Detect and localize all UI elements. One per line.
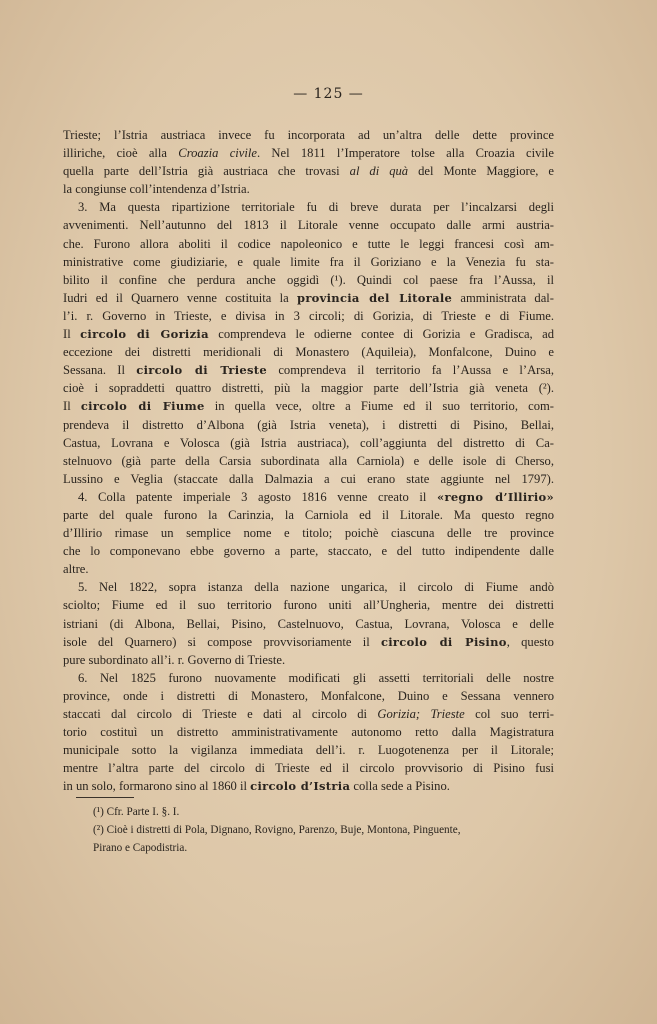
text-line: [63, 343, 554, 361]
italic-text: al di quà: [349, 164, 409, 179]
text-line: [63, 741, 554, 759]
text-segment: in quella vece, oltre a Fiume ed il suo territorio, com-: [204, 399, 554, 414]
spaced-bold-text: circolo d’Istria: [250, 779, 351, 794]
text-segment: pure subordinato all’i. r. Governo di Trieste.: [63, 652, 286, 667]
text-segment: quella parte dell’Istria già austriaca che trovasi: [63, 164, 350, 179]
page-number: — 125 —: [293, 86, 364, 102]
text-segment: d’Illirio rimase un semplice nome e titolo; poichè ciascuna delle tre province: [63, 526, 554, 541]
text-segment: . Nel 1811 l’Imperatore tolse alla Croazia civile: [256, 146, 554, 161]
text-line: [63, 777, 554, 795]
spaced-bold-text: circolo di Pisino: [380, 634, 507, 649]
text-segment: Castua, Lovrana e Volosca (già Istria austriaca), coll’aggiunta del distretto di Ca-: [63, 435, 554, 450]
text-line: [63, 271, 554, 289]
text-segment: l’i. r. Governo in Trieste, e divisa in 3 circoli; di Gorizia, di Trieste e di Fiume.: [63, 308, 554, 323]
text-segment: province, onde i distretti di Monastero, Monfalcone, Duino e Sessana vennero: [63, 688, 554, 703]
text-segment: Iudri ed il Quarnero venne costituita la: [63, 290, 297, 305]
text-segment: altre.: [63, 562, 89, 577]
text-line: [63, 379, 554, 397]
text-line: [63, 216, 554, 234]
text-line: [63, 687, 554, 705]
text-segment: Sessana. Il: [63, 363, 137, 378]
text-segment: bilito il confine che perdura anche oggidì (¹). Quindi col paese fra l’Aussa, il: [63, 272, 554, 287]
text-segment: municipale sotto la vigilanza immediata dell’i. r. Luogotenenza per il Litorale;: [63, 743, 554, 758]
footnote-line: (¹) Cfr. Parte I. §. I.: [93, 806, 180, 818]
footnote-line: (²) Cioè i distretti di Pola, Dignano, Rovigno, Parenzo, Buje, Montona, Pinguente,: [93, 824, 461, 836]
text-segment: parte del quale furono la Carinzia, la Carniola ed il Litorale. Ma questo regno: [63, 507, 554, 522]
text-segment: cioè i sopraddetti quattro distretti, più la maggior parte dell’Istria già veneta (²).: [63, 381, 554, 396]
text-line: [63, 578, 554, 596]
text-segment: comprendeva le odierne contee di Gorizia e Gradisca, ad: [208, 327, 554, 342]
text-segment: 3. Ma questa ripartizione territoriale fu di breve durata per l’incalzarsi degli: [78, 200, 554, 215]
text-segment: istriani (di Albona, Bellai, Pisino, Castelnuovo, Castua, Lovrana, Volosca e delle: [63, 616, 554, 631]
text-segment: che. Furono allora aboliti il codice napoleonico e tutte le leggi francesi così am-: [63, 236, 554, 251]
text-line: [63, 198, 554, 216]
text-segment: ministrative come giudiziarie, e quale limite fra il Goriziano e la Venezia fu sta-: [63, 254, 554, 269]
text-segment: del Monte Maggiore, e: [408, 164, 554, 179]
text-segment: che lo componevano ebbe governo a parte, staccato, e del tutto indipendente dalle: [63, 544, 554, 559]
text-line: [63, 434, 554, 452]
text-line: [63, 542, 554, 560]
text-line: [63, 470, 554, 488]
spaced-bold-text: circolo di Fiume: [80, 399, 205, 414]
text-line: [63, 416, 554, 434]
text-segment: Trieste; l’Istria austriaca invece fu incorporata ad un’altra delle dette province: [63, 128, 554, 142]
main-text: [63, 126, 554, 795]
text-line: [63, 180, 554, 198]
text-line: [63, 289, 554, 307]
footnote-line: Pirano e Capodistria.: [93, 842, 188, 854]
text-segment: comprendeva il territorio fa l’Aussa e l’Arsa,: [267, 363, 555, 378]
text-segment: , questo: [506, 634, 554, 649]
text-line: [63, 506, 554, 524]
text-line: [63, 126, 554, 144]
text-segment: isole del Quarnero) si compose provvisoriamente il: [63, 634, 381, 649]
spaced-bold-text: «regno d’Illirio»: [436, 489, 554, 504]
text-segment: staccati dal circolo di Trieste e dati al circolo di: [63, 707, 378, 721]
text-line: [63, 633, 554, 651]
text-line: [63, 452, 554, 470]
text-segment: 5. Nel 1822, sopra istanza della nazione ungarica, il circolo di Fiume andò: [78, 580, 554, 595]
text-segment: Il: [63, 399, 81, 414]
text-line: [63, 397, 554, 415]
text-line: [63, 162, 554, 180]
text-segment: mentre l’altra parte del circolo di Trieste ed il circolo provvisorio di Pisino fusi: [63, 761, 554, 776]
text-line: [63, 253, 554, 271]
text-line: [63, 615, 554, 633]
text-line: [63, 669, 554, 687]
text-line: [63, 705, 554, 723]
text-line: [63, 307, 554, 325]
text-segment: Il: [63, 327, 81, 342]
spaced-bold-text: circolo di Trieste: [136, 363, 268, 378]
text-segment: 4. Colla patente imperiale 3 agosto 1816 venne creato il: [78, 489, 437, 504]
text-segment: Lussino e Veglia (staccate dalla Dalmazia a cui erano state aggiunte nel 1797).: [63, 471, 554, 486]
text-line: [63, 759, 554, 777]
text-line: [63, 488, 554, 506]
text-segment: la congiunse coll’intendenza d’Istria.: [63, 182, 250, 197]
text-segment: colla sede a Pisino.: [350, 779, 450, 794]
text-line: [63, 596, 554, 614]
text-line: [63, 723, 554, 741]
text-segment: in un solo, formarono sino al 1860 il: [63, 779, 251, 794]
spaced-bold-text: provincia del Litorale: [296, 290, 453, 305]
text-segment: stelnuovo (già parte della Carsia subordinata alla Carniola) e delle isole di Cherso,: [63, 453, 554, 468]
text-segment: 6. Nel 1825 furono nuovamente modificati gli assetti territoriali delle nostre: [78, 670, 554, 685]
text-line: [63, 361, 554, 379]
footnotes: [63, 803, 554, 857]
text-segment: amministrata dal-: [452, 290, 554, 305]
text-line: [63, 560, 554, 578]
text-segment: torio costituì un distretto amministrativamente autonomo retto dalla Magistratura: [63, 725, 554, 740]
text-segment: prendeva il distretto d’Albona (già Istria veneta), i distretti di Pisino, Bellai,: [63, 417, 554, 432]
text-segment: avvenimenti. Nell’autunno del 1813 il Litorale venne occupato dalle armi austria-: [63, 218, 554, 233]
italic-text: Gorizia; Trieste: [377, 707, 465, 721]
text-segment: eccezione dei distretti meridionali di Monastero (Aquileia), Monfalcone, Duino e: [63, 345, 554, 360]
text-line: [63, 651, 554, 669]
text-line: [63, 524, 554, 542]
italic-text: Croazia civile: [178, 146, 257, 161]
footnote-separator: [76, 797, 134, 798]
text-segment: sciolto; Fiume ed il suo territorio furono uniti all’Ungheria, mentre dei distretti: [63, 598, 554, 613]
text-segment: col suo terri-: [464, 707, 554, 721]
text-segment: illiriche, cioè alla: [63, 146, 179, 161]
text-line: [63, 325, 554, 343]
spaced-bold-text: circolo di Gorizia: [80, 327, 209, 342]
text-line: [63, 235, 554, 253]
text-line: [63, 144, 554, 162]
